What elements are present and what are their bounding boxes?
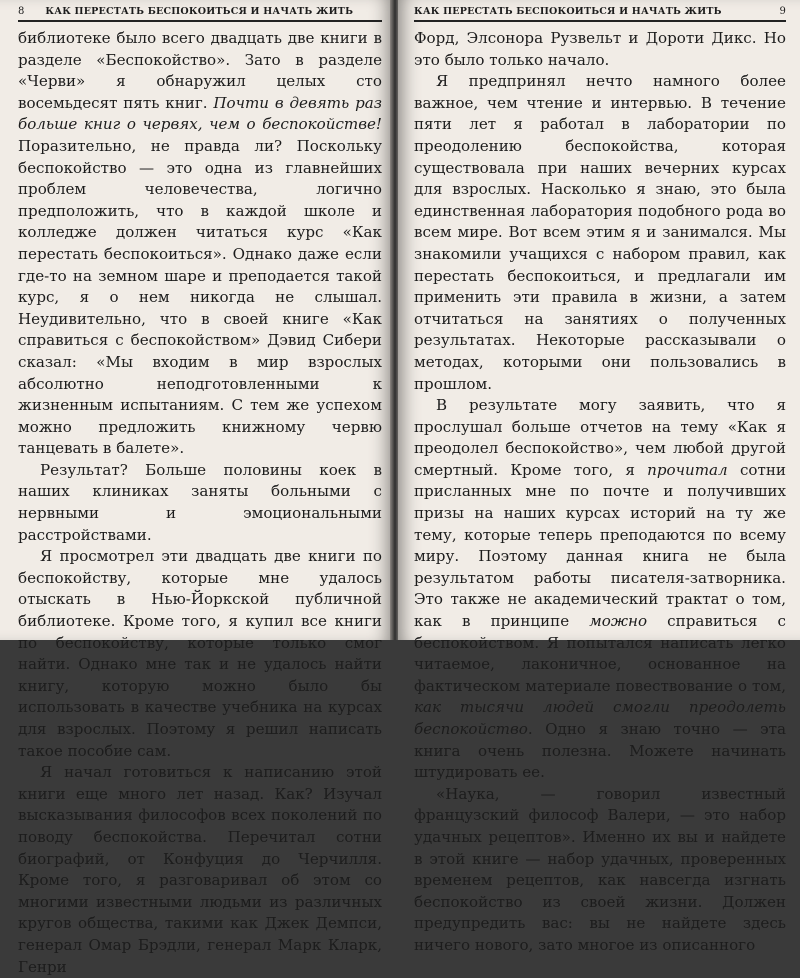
right-page — [398, 0, 800, 954]
right-page-number: 9 — [779, 6, 786, 17]
paragraph: библиотеке было всего двадцать две книги в разделе «Беспокойство». Зато в разделе «Черви» я обнаружил целых сто восемьдесят пять книг. Почти в девять раз больше книг о червях, чем о беспокойстве! Поразительно, не правда ли? Поскольку беспокойство — это одна из главнейших проблем человечества, логично предположить, что в каждой школе и колледже должен читаться курс «Как перестать беспокоиться». Однако даже если где-то на земном шаре и преподается такой курс, я о нем никогда не слышал. Неудивительно, что в своей книге «Как справиться с беспокойством» Дэвид Сибери сказал: «Мы входим в мир взрослых абсолютно неподготовленными к жизненным испытаниям. С тем же успехом можно предложить книжному червю танцевать в балете». — [18, 29, 382, 458]
paragraph: Я предпринял нечто намного более важное, чем чтение и интервью. В течение пяти лет я работал в лаборатории по преодолению беспокойства, которая существовала при наших вечерних курсах для взрослых. Насколько я знаю, это была единственная лаборатория подобного рода во всем мире. Вот всем этим я и занимался. Мы знакомили учащихся с набором правил, как перестать беспокоиться, и предлагали им применить эти правила в жизни, а затем отчитаться на занятиях о полученных результатах. Некоторые рассказывали о методах, которыми они пользовались в прошлом. — [414, 72, 786, 393]
paragraph: Форд, Элсонора Рузвельт и Дороти Дикс. Но это было только начало. — [414, 29, 786, 69]
right-running-title: КАК ПЕРЕСТАТЬ БЕСПОКОИТЬСЯ И НАЧАТЬ ЖИТЬ — [414, 6, 722, 17]
paragraph: «Наука, — говорил известный французский философ Валери, — это набор удачных рецептов». Именно их вы и найдете в этой книге — набор удачных, проверенных временем рецептов, как навсегда изгнать беспокойство из своей жизни. Должен предупредить вас: вы не найдете здесь ничего нового, зато многое из описанного — [414, 784, 786, 954]
italic-emphasis: можно — [589, 612, 648, 631]
left-page-text — [18, 28, 382, 978]
left-page-number: 8 — [18, 6, 25, 17]
right-running-head — [414, 6, 786, 22]
left-page — [0, 0, 392, 976]
italic-emphasis: прочитал — [647, 460, 728, 479]
italic-emphasis: Почти в девять раз больше книг о червях, чем о беспокойстве! — [18, 93, 382, 134]
right-page-text — [414, 28, 786, 957]
paragraph: Я начал готовиться к написанию этой книги еще много лет назад. Как? Изучал высказывания философов всех поколений по поводу беспокойства. Перечитал сотни биографий, от Конфуция до Черчилля. Кроме того, я разговаривал об этом со многими известными людьми из различных кругов общества, такими как Джек Демпси, генерал Омар Брэдли, генерал Марк Кларк, Генри — [18, 763, 382, 976]
paragraph: Я просмотрел эти двадцать две книги по беспокойству, которые мне удалось отыскать в Нью-Йоркской публичной библиотеке. Кроме того, я купил все книги по беспокойству, которые только смог найти. Однако мне так и не удалось найти книгу, которую можно было бы использовать в качестве учебника на курсах для взрослых. Поэтому я решил написать такое пособие сам. — [18, 547, 382, 760]
paragraph: В результате могу заявить, что я прослушал больше отчетов на тему «Как я преодолел беспокойство», чем любой другой смертный. Кроме того, я прочитал сотни присланных мне по почте и получивших призы на наших курсах историй на ту же тему, которые теперь преподаются по всему миру. Поэтому данная книга не была результатом работы писателя-затворника. Это также не академический трактат о том, как в принципе можно справиться с беспокойством. Я попытался написать легко читаемое, лаконичное, основанное на фактическом материале повествование о том, как тысячи людей смогли преодолеть беспокойство. Одно я знаю точно — эта книга очень полезна. Можете начинать штудировать ее. — [414, 396, 787, 782]
left-running-title: КАК ПЕРЕСТАТЬ БЕСПОКОИТЬСЯ И НАЧАТЬ ЖИТЬ — [45, 6, 354, 17]
left-running-head — [18, 6, 382, 22]
paragraph: Результат? Больше половины коек в наших клиниках заняты больными с нервными и эмоциональными расстройствами. — [18, 460, 382, 544]
italic-emphasis: как тысячи людей смогли преодолеть беспокойство — [414, 698, 786, 738]
